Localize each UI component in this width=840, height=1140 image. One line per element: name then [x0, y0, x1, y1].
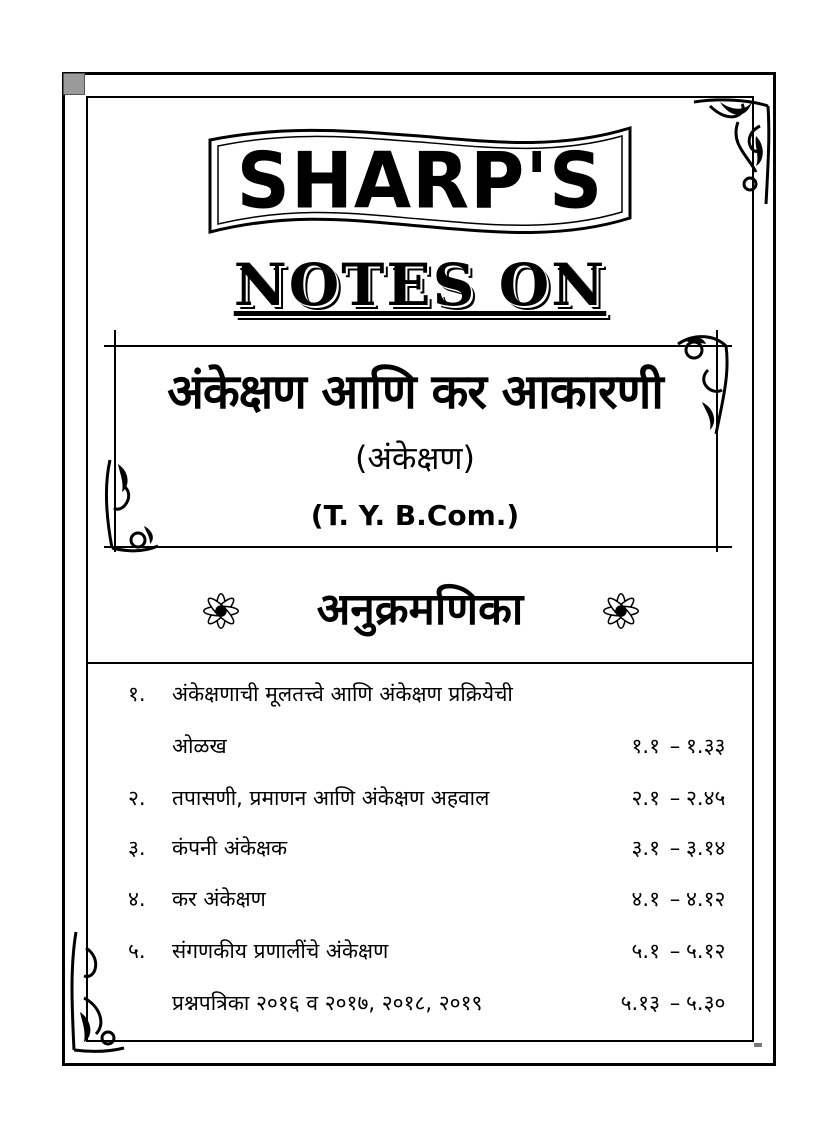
corner-marker: [63, 73, 85, 95]
toc-title: अंकेक्षणाची मूलतत्त्वे आणि अंकेक्षण प्रक्रियेची: [172, 682, 513, 706]
toc-title: प्रश्नपत्रिका २०१६ व २०१७, २०१८, २०१९: [172, 991, 483, 1015]
toc-page-start: ५.१: [631, 939, 660, 963]
toc-number: ५.: [128, 939, 146, 963]
toc-page-end: १.३३: [686, 734, 726, 758]
toc-title: कंपनी अंकेक्षक: [172, 836, 288, 860]
toc-page-end: ४.१२: [686, 887, 726, 911]
toc-range-separator: –: [669, 734, 681, 758]
toc-number: ३.: [128, 836, 146, 860]
contents-divider: [88, 662, 752, 664]
toc-page-start: ३.१: [631, 836, 660, 860]
toc-page-start: ४.१: [631, 887, 660, 911]
toc-title: ओळख: [172, 734, 227, 758]
toc-page-end: ३.१४: [686, 836, 726, 860]
brand-title: SHARP'S: [236, 135, 604, 227]
toc-title: कर अंकेक्षण: [172, 887, 266, 911]
toc-range-separator: –: [669, 836, 681, 860]
course-label: (T. Y. B.Com.): [310, 499, 520, 532]
edge-mark: [754, 1043, 762, 1047]
flower-icon: [198, 588, 244, 634]
box-ornament-icon: [100, 456, 162, 556]
toc-range-separator: –: [669, 786, 681, 810]
toc-title: संगणकीय प्रणालींचे अंकेक्षण: [172, 939, 389, 963]
toc-page-start: २.१: [631, 786, 660, 810]
notes-on-heading: NOTES ON: [233, 251, 607, 319]
subject-box-top-rule: [104, 345, 732, 347]
toc-number: २.: [128, 786, 146, 810]
contents-heading: अनुक्रमणिका: [316, 584, 524, 635]
toc-page-start: ५.१३: [620, 991, 660, 1015]
box-ornament-icon: [672, 330, 732, 438]
toc-range-separator: –: [669, 991, 681, 1015]
flower-icon: [598, 588, 644, 634]
subject-box-bottom-rule: [104, 546, 732, 548]
subject-subtitle: (अंकेक्षण): [354, 439, 476, 477]
toc-page-end: ५.३०: [686, 991, 726, 1015]
toc-page-end: ५.१२: [686, 939, 726, 963]
toc-page-start: १.१: [631, 734, 660, 758]
toc-page-end: २.४५: [686, 786, 726, 810]
toc-number: १.: [128, 682, 146, 706]
toc-title: तपासणी, प्रमाणन आणि अंकेक्षण अहवाल: [172, 786, 490, 810]
toc-number: ४.: [128, 887, 146, 911]
corner-ornament-icon: [690, 96, 774, 210]
corner-ornament-icon: [66, 928, 128, 1056]
toc-range-separator: –: [669, 939, 681, 963]
subject-title: अंकेक्षण आणि कर आकारणी: [167, 364, 663, 420]
toc-range-separator: –: [669, 887, 681, 911]
